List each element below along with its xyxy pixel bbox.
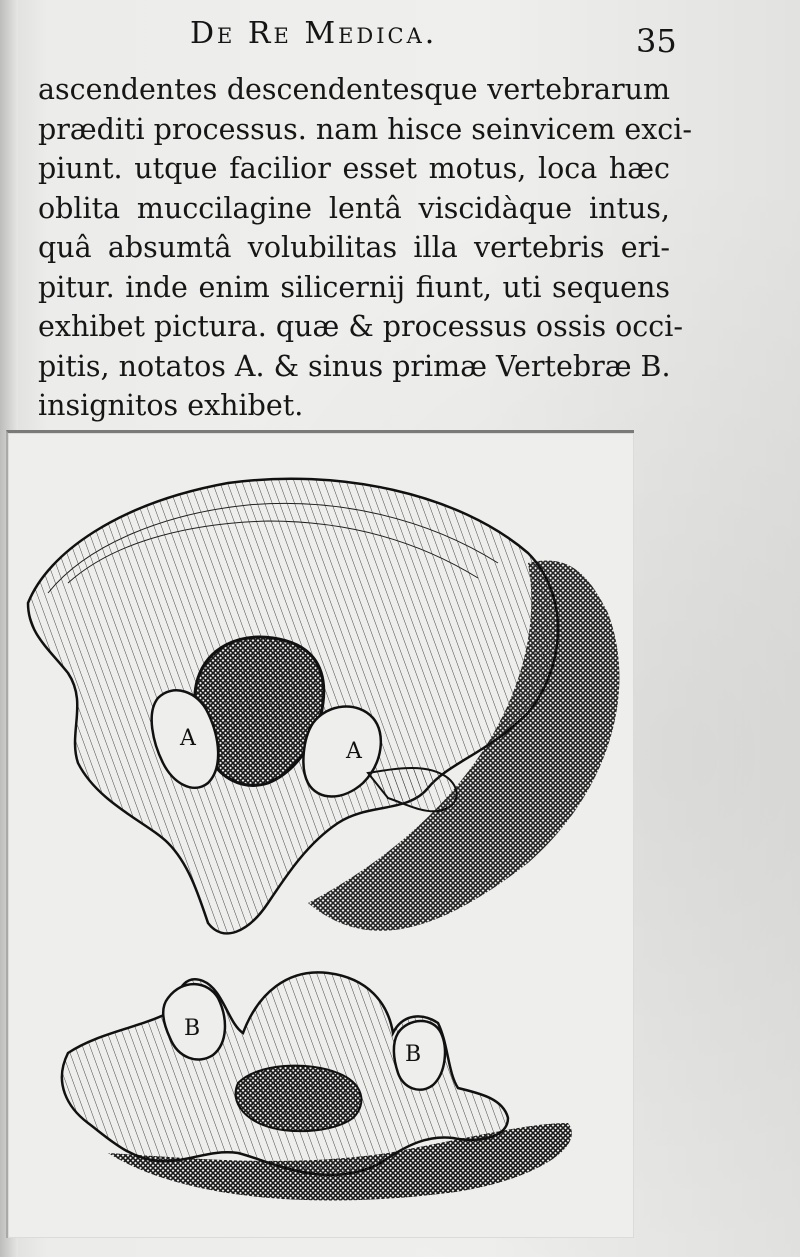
page-number: 35 bbox=[636, 22, 677, 60]
text-line: pitur. inde enim silicernij fiunt, uti sequens bbox=[38, 270, 670, 304]
text-line: pitis, notatos A. & sinus primæ Vertebræ B. bbox=[38, 349, 671, 383]
body-text bbox=[38, 70, 692, 426]
engraved-plate bbox=[6, 430, 634, 1238]
label-a-right: A bbox=[346, 739, 362, 764]
text-line: præditi processus. nam hisce seinvicem exci- bbox=[38, 112, 692, 146]
engraving-illustration bbox=[8, 433, 634, 1238]
vertebral-canal bbox=[236, 1066, 362, 1132]
text-line: piunt. utque facilior esset motus, loca hæc bbox=[38, 152, 670, 185]
text-line: exhibet pictura. quæ & processus ossis occi- bbox=[38, 310, 683, 343]
label-b-left: B bbox=[184, 1016, 201, 1041]
text-line: oblita muccilagine lentâ viscidàque intus, bbox=[38, 191, 670, 225]
label-a-left: A bbox=[180, 726, 196, 751]
text-line: insignitos exhibet. bbox=[38, 389, 304, 422]
label-b-right: B bbox=[405, 1042, 422, 1067]
text-line: quâ absumtâ volubilitas illa vertebris eri- bbox=[38, 231, 670, 264]
text-line: ascendentes descendentesque vertebrarum bbox=[38, 73, 670, 106]
running-title: De Re Medica. bbox=[190, 16, 438, 51]
